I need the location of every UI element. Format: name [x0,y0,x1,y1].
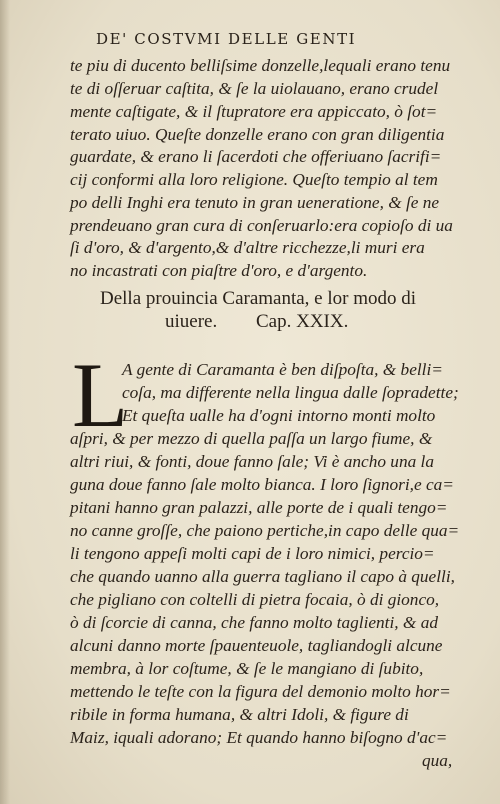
text-line: ò di ſcorcie di canna, che fanno molto taglienti, & ad [70,613,438,632]
text-line: po delli Inghi era tenuto in gran ueneratione, & ſe ne [70,193,440,212]
text-line: Maiz, iquali adorano; Et quando hanno biſogno d'ac= [70,728,448,747]
text-line: che quando uanno alla guerra tagliano il capo à quelli, [70,567,455,586]
text-line: coſa, ma differente nella lingua dalle ſopradette; [122,383,459,402]
text-line: no canne groſſe, che paiono pertiche,in capo delle qua= [70,521,460,540]
chapter-heading-line-1: Della prouincia Caramanta, e lor modo di [100,288,417,309]
text-line: Et queſta ualle ha d'ogni intorno monti molto [122,406,436,425]
text-line: membra, à lor coſtume, & ſe le mangiano di ſubito, [70,659,424,678]
text-line: terato uiuo. Queſte donzelle erano con gran diligentia [70,125,445,144]
running-head: DE' COSTVMI DELLE GENTI [96,30,357,48]
text-line: cij conformi alla loro religione. Queſto tempio al tem [70,170,438,189]
text-line: che pigliano con coltelli di pietra focaia, ò di gionco, [70,590,440,609]
text-line: guardate, & erano li ſacerdoti che offeriuano ſacrifi= [70,147,442,166]
text-line: te piu di ducento belliſsime donzelle,lequali erano tenu [70,56,451,75]
text-line: ribile in forma humana, & altri Idoli, & figure di [70,705,409,724]
text-line: no incastrati con piaſtre d'oro, e d'argento. [70,261,368,280]
drop-cap: L [72,344,129,446]
text-line: altri riui, & fonti, doue fanno ſale; Vi è ancho una la [70,452,434,471]
chapter-number: Cap. XXIX. [256,311,349,332]
text-line: ſi d'oro, & d'argento,& d'altre ricchezze,li muri era [70,238,425,257]
page-edge-shadow [0,0,10,804]
text-line: prendeuano gran cura di conſeruarlo:era copioſo di ua [70,216,453,235]
text-line: guna doue fanno ſale molto bianca. I loro ſignori,e ca= [70,475,454,494]
text-line: A gente di Caramanta è ben diſpoſta, & belli= [122,360,443,379]
text-line: aſpri, & per mezzo di quella paſſa un largo fiume, & [70,429,433,448]
catchword: qua, [422,751,453,770]
chapter-heading-line-2: uiuere. [165,311,218,332]
text-line: alcuni danno morte ſpauenteuole, tagliandogli alcune [70,636,443,655]
text-line: mente caſtigate, & il ſtupratore era appiccato, ò ſot= [70,102,438,121]
text-line: mettendo le teſte con la figura del demonio molto hor= [70,682,451,701]
text-line: li tengono appeſi molti capi de i loro nimici, percio= [70,544,435,563]
text-line: te di oſſeruar caſtita, & ſe la uiolauano, erano crudel [70,79,439,98]
text-line: pitani hanno gran palazzi, alle porte de i quali tengo= [70,498,448,517]
